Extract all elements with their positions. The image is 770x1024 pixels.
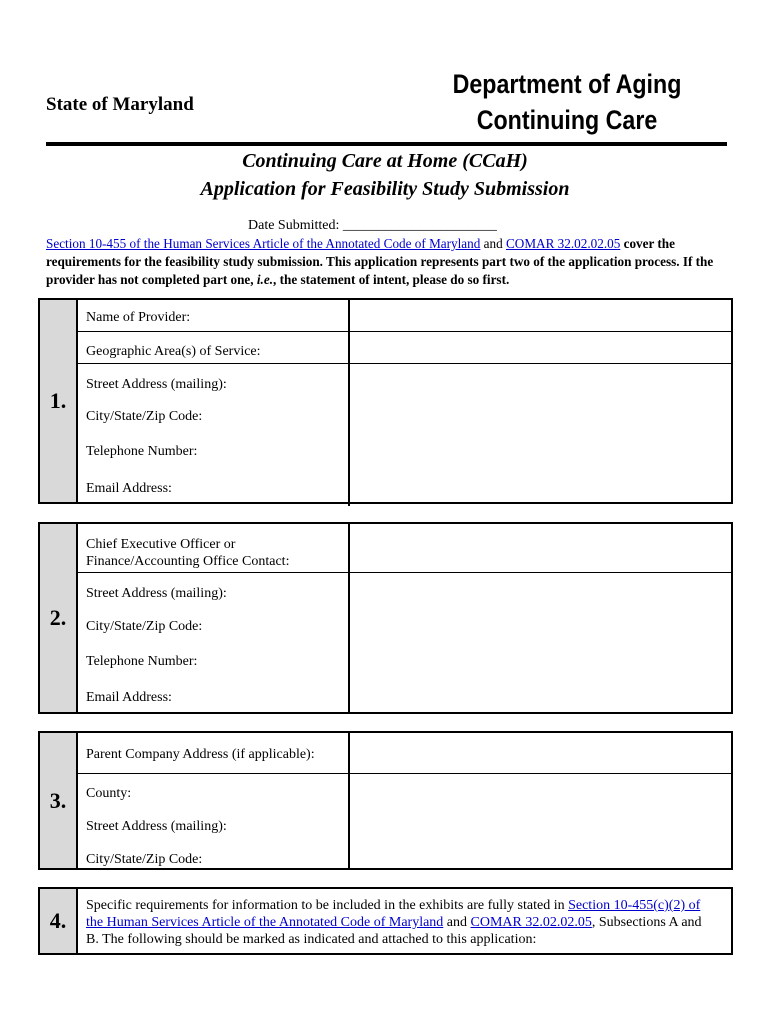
section-2 [38,522,733,714]
field-label: City/State/Zip Code: [86,619,203,634]
provider-address-input[interactable] [348,364,731,506]
field-label: Parent Company Address (if applicable): [86,747,315,762]
department-line-2: Continuing Care [476,105,658,135]
parent-company-input[interactable] [348,733,731,773]
field-label: Street Address (mailing): [86,819,227,834]
section-10-455-link[interactable]: Section 10-455 of the Human Services Article of the Annotated Code of Maryland [46,236,481,251]
header-rule [46,142,727,146]
field-label: Geographic Area(s) of Service: [86,344,261,359]
field-label: Street Address (mailing): [86,586,227,601]
section-4-text-1: Specific requirements for information to be included in the exhibits are fully stated in [86,898,569,913]
section-number: 4. [40,889,78,953]
field-label: Email Address: [86,481,172,496]
section-1 [38,298,733,504]
date-submitted: Date Submitted: ______________________ [248,218,497,233]
form-title-line-2: Application for Feasibility Study Submission [200,178,570,200]
field-label: Chief Executive Officer or Finance/Accounting Office Contact: [86,537,290,569]
section-number: 1. [40,300,78,502]
field-row [76,364,731,498]
section-4-and: and [443,915,471,930]
section-3 [38,731,733,870]
field-row [76,733,731,774]
field-label: Telephone Number: [86,654,198,669]
provider-name-input[interactable] [348,300,731,331]
geographic-area-input[interactable] [348,332,731,363]
form-title-line-1: Continuing Care at Home (CCaH) [242,150,528,172]
field-row [76,524,731,573]
field-row [76,573,731,712]
section-4-text-2: , Subsections A and B. The following should be marked as indicated and attached to this application: [86,915,702,947]
field-row [76,332,731,364]
intro-and: and [480,236,506,251]
state-name: State of Maryland [46,94,194,115]
ceo-contact-input[interactable] [348,524,731,572]
parent-address-input[interactable] [348,774,731,868]
ceo-address-input[interactable] [348,573,731,712]
field-label: Name of Provider: [86,310,191,325]
intro-ie: i.e. [256,272,274,287]
section-number: 3. [40,733,78,868]
field-row [76,300,731,332]
field-label: Street Address (mailing): [86,377,227,392]
field-label: City/State/Zip Code: [86,409,203,424]
section-4-text [86,897,713,948]
field-label: Telephone Number: [86,444,198,459]
section-4 [38,887,733,955]
form-title [0,147,770,203]
comar-link-2[interactable]: COMAR 32.02.02.05 [470,915,592,930]
department-line-1: Department of Aging [452,69,682,99]
department-title [441,66,694,138]
comar-link[interactable]: COMAR 32.02.02.05 [506,236,621,251]
field-label: Email Address: [86,690,172,705]
intro-end: , the statement of intent, please do so first. [273,272,510,287]
intro-rest: cover the requirements for the feasibility study submission. This application represents part two of the application process. If the provider has not completed part one, [46,236,714,287]
intro-paragraph [46,235,736,289]
field-label: City/State/Zip Code: [86,852,203,867]
section-number: 2. [40,524,78,712]
section-10-455c2-link[interactable]: Section 10-455(c)(2) of the Human Services Article of the Annotated Code of Maryland [86,898,701,930]
field-row [76,774,731,868]
field-label: County: [86,786,132,801]
